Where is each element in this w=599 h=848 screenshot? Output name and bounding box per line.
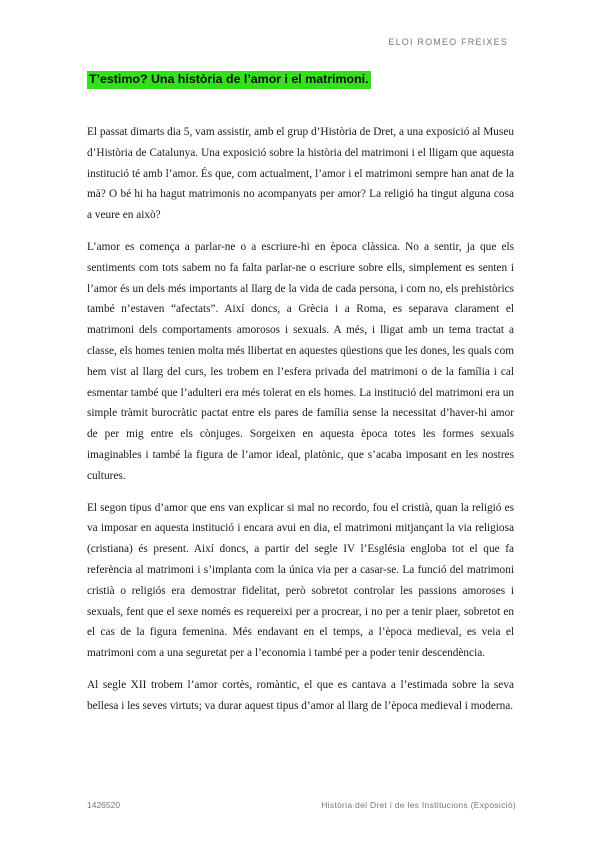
footer-course-name: Història del Dret i de les Institucions (Exposició) [321,800,516,810]
paragraph-3: El segon tipus d’amor que ens van explicar si mal no recordo, fou el cristià, quan la religió es va imposar en aquesta institució i encara avui en dia, el matrimoni mitjançant la via religiosa (cristiana) és present. Així doncs, a partir del segle IV l’Església engloba tot el que fa referència al matrimoni i s’implanta com la única via per a casar-se. La funció del matrimoni cristià o religiós era demostrar fidelitat, però sobretot controlar les passions amoroses i sexuals, fent que el sexe només es requereixi per a procrear, i no per a tenir plaer, sobretot en el cas de la figura femenina. Més endavant en el temps, a l’època medieval, es veia el matrimoni com a una seguretat per a l’economia i també per a poder tenir descendència. [87,501,514,660]
document-body [87,122,514,728]
footer-student-id: 1426520 [87,800,121,810]
header-author: ELOI ROMEO FREIXES [388,37,508,47]
paragraph-1: El passat dimarts dia 5, vam assistir, amb el grup d’Història de Dret, a una exposició al Museu d’Història de Catalunya. Una exposició sobre la història del matrimoni i el lligam que aquesta institució té amb l’amor. És que, com actualment, l’amor i el matrimoni sempre han anat de la mà? O bé hi ha hagut matrimonis no acompanyats per amor? La religió ha tingut alguna cosa a veure en això? [87,126,514,222]
document-title: T’estimo? Una història de l’amor i el matrimoni. [87,71,371,89]
paragraph-4: Al segle XII trobem l’amor cortès, romàntic, el que es cantava a l’estimada sobre la seva bellesa i les seves virtuts; va durar aquest tipus d’amor al llarg de l’època medieval i moderna. [87,678,514,712]
paragraph-2: L’amor es comença a parlar-ne o a escriure-hi en època clàssica. No a sentir, ja que els sentiments com tots sabem no fa falta parlar-ne o escriure sobre ells, simplement es senten i l’amor és un dels més importants al llarg de la vida de cada persona, i com no, els prehistòrics també n’estaven “afectats”. Així doncs, a Grècia i a Roma, es separava clarament el matrimoni dels comportaments amorosos i sexuals. A més, i lligat amb un tema tractat a classe, els homes tenien molta més llibertat en aquestes qüestions que les dones, les quals com hem vist al llarg del curs, les trobem en l’esfera privada del matrimoni o de la família i cal esmentar també que l’adulteri era més tolerat en els homes. La institució del matrimoni era un simple tràmit burocràtic pactat entre els pares de família sense la necessitat d’haver-hi amor de per mig entre els cònjuges. Sorgeixen en aquesta època totes les formes sexuals imaginables i també la figura de l’amor ideal, platònic, que s’acaba imposant en les nostres cultures. [87,240,514,482]
